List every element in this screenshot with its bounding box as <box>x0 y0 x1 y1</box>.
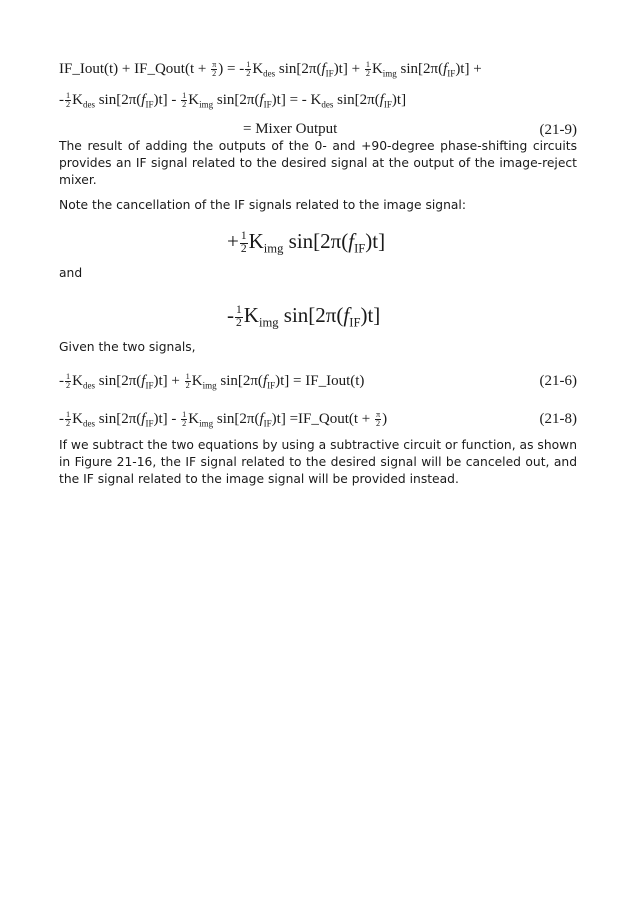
equation-number-21-6: (21-6) <box>539 373 577 389</box>
equation-21-8: - $\frac{1}{2}$ $K_{des}$ $\sin[2\pi(f_{IF})t]$ - $\frac{1}{2}$ $K_{img}$ $\sin[2\pi(f_{IF})t]$ =IF_Qout(t + $\frac{\pi}{2}$ ) <box>59 410 388 429</box>
display-equation-plus-img: + $\frac{1}{2}$ $K_{img}$ $\sin[2\pi(f_{IF})t]$ <box>227 229 386 256</box>
paragraph-given: Given the two signals, <box>59 340 196 354</box>
fraction-one-half: $\frac{1}{2}$ <box>182 410 187 429</box>
eq-text: IF_Iout(t) + IF_Qout(t + <box>59 61 211 78</box>
fraction-one-half: $\frac{1}{2}$ <box>240 230 247 255</box>
fraction-one-half: $\frac{1}{2}$ <box>246 60 251 79</box>
fraction-one-half: $\frac{1}{2}$ <box>365 60 370 79</box>
paragraph-note-cancellation: Note the cancellation of the IF signals related to the image signal: <box>59 198 466 212</box>
fraction-one-half: $\frac{1}{2}$ <box>185 372 190 391</box>
fraction-one-half: $\frac{1}{2}$ <box>66 91 71 110</box>
equation-21-9-line-3: = Mixer Output <box>243 121 338 137</box>
equation-number-21-9: (21-9) <box>539 122 577 138</box>
fraction-one-half: $\frac{1}{2}$ <box>182 91 187 110</box>
text-and: and <box>59 266 83 280</box>
fraction-one-half: $\frac{1}{2}$ <box>66 410 71 429</box>
display-equation-minus-img: - $\frac{1}{2}$ $K_{img}$ $\sin[2\pi(f_{IF})t]$ <box>227 303 381 330</box>
fraction-pi-over-2: $\frac{\pi}{2}$ <box>212 60 217 79</box>
equation-21-9-line-1: IF_Iout(t) + IF_Qout(t + $\frac{\pi}{2}$ ) = - $\frac{1}{2}$ $K_{des}$ $\sin[2\pi(f_{IF})t]$ + $\frac{1}{2}$ $K_{img}$ $\sin[2\pi(f_{IF})t]$ + <box>59 60 482 79</box>
fraction-one-half: $\frac{1}{2}$ <box>236 304 242 329</box>
equation-21-9-line-2: - $\frac{1}{2}$ $K_{des}$ $\sin[2\pi(f_{IF})t]$ - $\frac{1}{2}$ $K_{img}$ $\sin[2\pi(f_{IF})t]$ = - $K_{des}$ $\sin[2\pi(f_{IF})t]$ <box>59 91 407 110</box>
equation-21-6: - $\frac{1}{2}$ $K_{des}$ $\sin[2\pi(f_{IF})t]$ + $\frac{1}{2}$ $K_{img}$ $\sin[2\pi(f_{IF})t]$ = IF_Iout(t) <box>59 372 365 391</box>
fraction-pi-over-2: $\frac{\pi}{2}$ <box>376 410 381 429</box>
equation-number-21-8: (21-8) <box>539 411 577 427</box>
fraction-one-half: $\frac{1}{2}$ <box>66 372 71 391</box>
paragraph-subtract: If we subtract the two equations by using a subtractive circuit or function, as shown in Figure 21-16, the IF signal related to the desired signal will be canceled out, and the IF signal related to the image signal will be provided instead. <box>59 438 577 486</box>
paragraph-result: The result of adding the outputs of the 0- and +90-degree phase-shifting circuits provides an IF signal related to the desired signal at the output of the image-reject mixer. <box>59 139 577 187</box>
